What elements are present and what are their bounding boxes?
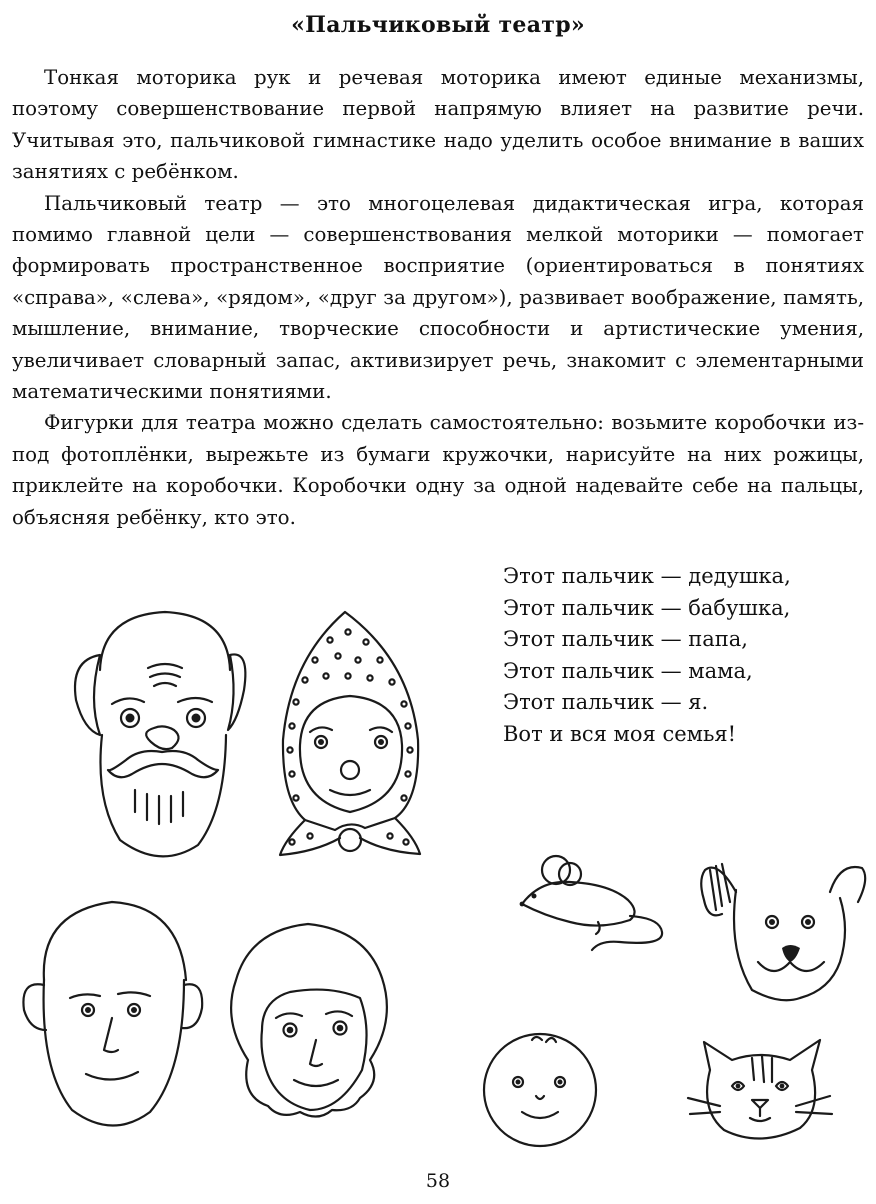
poem-line-6: Вот и вся моя семья! — [503, 721, 737, 746]
paragraph-1: Тонкая моторика рук и речевая моторика имеют единые механизмы, поэтому совершенствование первой напрямую влияет на развитие речи. Учитывая это, пальчиковой гимнастике надо уделить особое внимание в ваших занятиях с ребёнком. — [12, 66, 864, 184]
cat-illustration — [688, 1040, 832, 1139]
mother-illustration — [231, 924, 387, 1117]
mouse-illustration — [520, 856, 662, 950]
poem-line-4: Этот пальчик — мама, — [503, 658, 753, 683]
grandfather-illustration — [75, 612, 245, 856]
paragraph-2: Пальчиковый театр — это многоцелевая дидактическая игра, которая помимо главной цели — совершенствования мелкой моторики — помогает формировать пространственное восприятие (ориентироваться в понятиях «справа», «слева», «рядом», «друг за другом»), развивает воображение, память, мышление, внимание, творческие способности и артистические умения, увеличивает словарный запас, активизирует речь, знакомит с элементарными математическими понятиями. — [12, 191, 864, 404]
dog-illustration — [701, 864, 865, 1000]
father-illustration — [23, 902, 202, 1126]
page-number: 58 — [425, 1170, 451, 1192]
poem-line-5: Этот пальчик — я. — [503, 690, 709, 714]
page-title: «Пальчиковый театр» — [291, 12, 585, 38]
poem-line-2: Этот пальчик — бабушка, — [503, 595, 791, 620]
child-illustration — [484, 1034, 596, 1146]
paragraph-3: Фигурки для театра можно сделать самостоятельно: возьмите коробочки из-под фотоплёнки, вырежьте из бумаги кружочки, нарисуйте на них рожицы, приклейте на коробочки. Коробочки одну за одной надевайте себе на пальцы, объясняя ребёнку, кто это. — [12, 411, 864, 529]
poem-line-3: Этот пальчик — папа, — [503, 627, 748, 651]
poem-line-1: Этот пальчик — дедушка, — [503, 564, 791, 588]
grandmother-illustration — [280, 612, 420, 855]
